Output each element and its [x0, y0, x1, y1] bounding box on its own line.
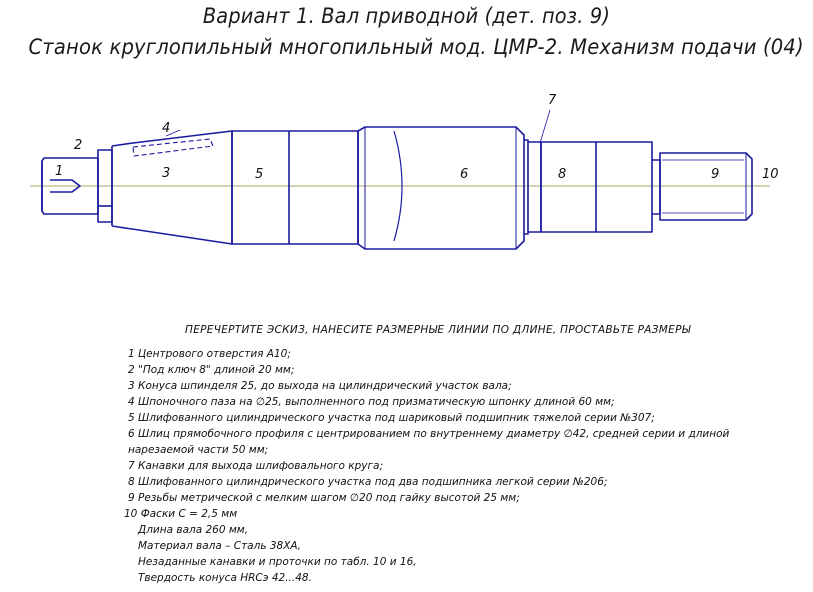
title-line-2: Станок круглопильный многопильный мод. ЦМР-2. Механизм подачи (04): [28, 35, 804, 59]
label-2: 2: [74, 138, 83, 153]
part-labels: [55, 93, 779, 182]
item-3: 3 Конуса шпинделя 25, до выхода на цилиндрический участок вала;: [128, 380, 512, 392]
item-9: 9 Резьбы метрической с мелким шагом ∅20 под гайку высотой 25 мм;: [128, 492, 520, 504]
instruction-heading: ПЕРЕЧЕРТИТЕ ЭСКИЗ, НАНЕСИТЕ РАЗМЕРНЫЕ ЛИНИИ ПО ДЛИНЕ, ПРОСТАВЬТЕ РАЗМЕРЫ: [185, 324, 691, 336]
item-6: 6 Шлиц прямобочного профиля с центрированием по внутреннему диаметру ∅42, средней серии и длиной: [128, 428, 730, 440]
label-10: 10: [762, 167, 779, 182]
label-7: 7: [548, 93, 557, 108]
item-2: 2 "Под ключ 8" длиной 20 мм;: [128, 364, 295, 376]
label-1: 1: [55, 164, 64, 179]
note-length: Длина вала 260 мм,: [138, 524, 249, 536]
label-3: 3: [162, 166, 171, 181]
label-4: 4: [162, 121, 171, 136]
item-1: 1 Центрового отверстия А10;: [128, 348, 291, 360]
spline-section: [358, 127, 524, 249]
thread-section: [660, 153, 752, 220]
label-9: 9: [711, 167, 720, 182]
item-7: 7 Канавки для выхода шлифовального круга;: [128, 460, 384, 472]
item-4: 4 Шпоночного паза на ∅25, выполненного под призматическую шпонку длиной 60 мм;: [128, 396, 615, 408]
item-5: 5 Шлифованного цилиндрического участка под шариковый подшипник тяжелой серии №307;: [128, 412, 655, 424]
item-8: 8 Шлифованного цилиндрического участка под два подшипника легкой серии №206;: [128, 476, 608, 488]
label-8: 8: [558, 167, 567, 182]
note-material: Материал вала – Сталь 38ХА,: [138, 540, 301, 552]
label-6: 6: [460, 167, 469, 182]
note-grooves: Незаданные канавки и проточки по табл. 10 и 16,: [138, 556, 417, 568]
item-10: 10 Фаски С = 2,5 мм: [124, 508, 238, 520]
label-5: 5: [255, 167, 264, 182]
bearing-section: [232, 131, 358, 244]
cone-section: [112, 131, 232, 244]
title-line-1: Вариант 1. Вал приводной (дет. поз. 9): [202, 4, 611, 28]
note-hardness: Твердость конуса HRCэ 42...48.: [138, 572, 312, 584]
item-6-continued: нарезаемой части 50 мм;: [128, 444, 269, 456]
